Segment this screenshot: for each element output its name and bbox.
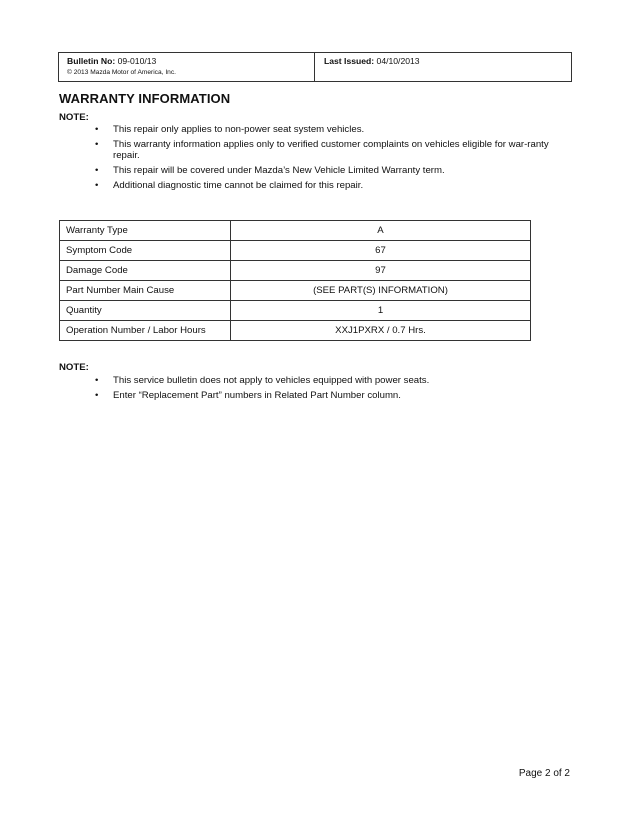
- row-label: Symptom Code: [60, 241, 231, 261]
- row-label: Operation Number / Labor Hours: [60, 321, 231, 341]
- list-item: • This service bulletin does not apply to vehicles equipped with power seats.: [95, 375, 430, 386]
- row-value: (SEE PART(S) INFORMATION): [231, 281, 531, 301]
- row-value: 97: [231, 261, 531, 281]
- note-label: NOTE:: [59, 112, 89, 123]
- bulletin-info: [59, 53, 315, 81]
- note-label: NOTE:: [59, 362, 89, 373]
- row-value: XXJ1PXRX / 0.7 Hrs.: [231, 321, 531, 341]
- table-row: [60, 261, 531, 281]
- copyright-text: © 2013 Mazda Motor of America, Inc.: [67, 69, 176, 76]
- row-label: Warranty Type: [60, 221, 231, 241]
- list-item: • This repair only applies to non-power seat system vehicles.: [95, 124, 365, 135]
- section-title: WARRANTY INFORMATION: [59, 91, 231, 106]
- row-value: 1: [231, 301, 531, 321]
- table-row: [60, 321, 531, 341]
- warranty-table: [59, 220, 531, 341]
- bulletin-label: Bulletin No:: [67, 56, 116, 66]
- note-list: [0, 375, 640, 404]
- last-issued-info: [315, 53, 571, 81]
- table-row: [60, 241, 531, 261]
- row-label: Quantity: [60, 301, 231, 321]
- row-label: Part Number Main Cause: [60, 281, 231, 301]
- table-row: [60, 281, 531, 301]
- row-value: 67: [231, 241, 531, 261]
- page-number: Page 2 of 2: [518, 768, 570, 779]
- last-issued-label: Last Issued:: [324, 56, 375, 66]
- row-label: Damage Code: [60, 261, 231, 281]
- list-item: • This warranty information applies only to verified customer complaints on vehicles eligible for war-ranty repair.: [95, 138, 549, 162]
- row-value: A: [231, 221, 531, 241]
- table-row: [60, 301, 531, 321]
- table-row: [60, 221, 531, 241]
- list-item: • This repair will be covered under Mazda’s New Vehicle Limited Warranty term.: [95, 164, 445, 176]
- list-item: • Additional diagnostic time cannot be claimed for this repair.: [95, 179, 364, 191]
- last-issued-date: 04/10/2013: [376, 56, 420, 66]
- note-list: [0, 124, 640, 194]
- list-item: • Enter “Replacement Part” numbers in Related Part Number column.: [95, 389, 401, 401]
- bulletin-header: [58, 52, 572, 82]
- bulletin-number: 09-010/13: [117, 56, 157, 66]
